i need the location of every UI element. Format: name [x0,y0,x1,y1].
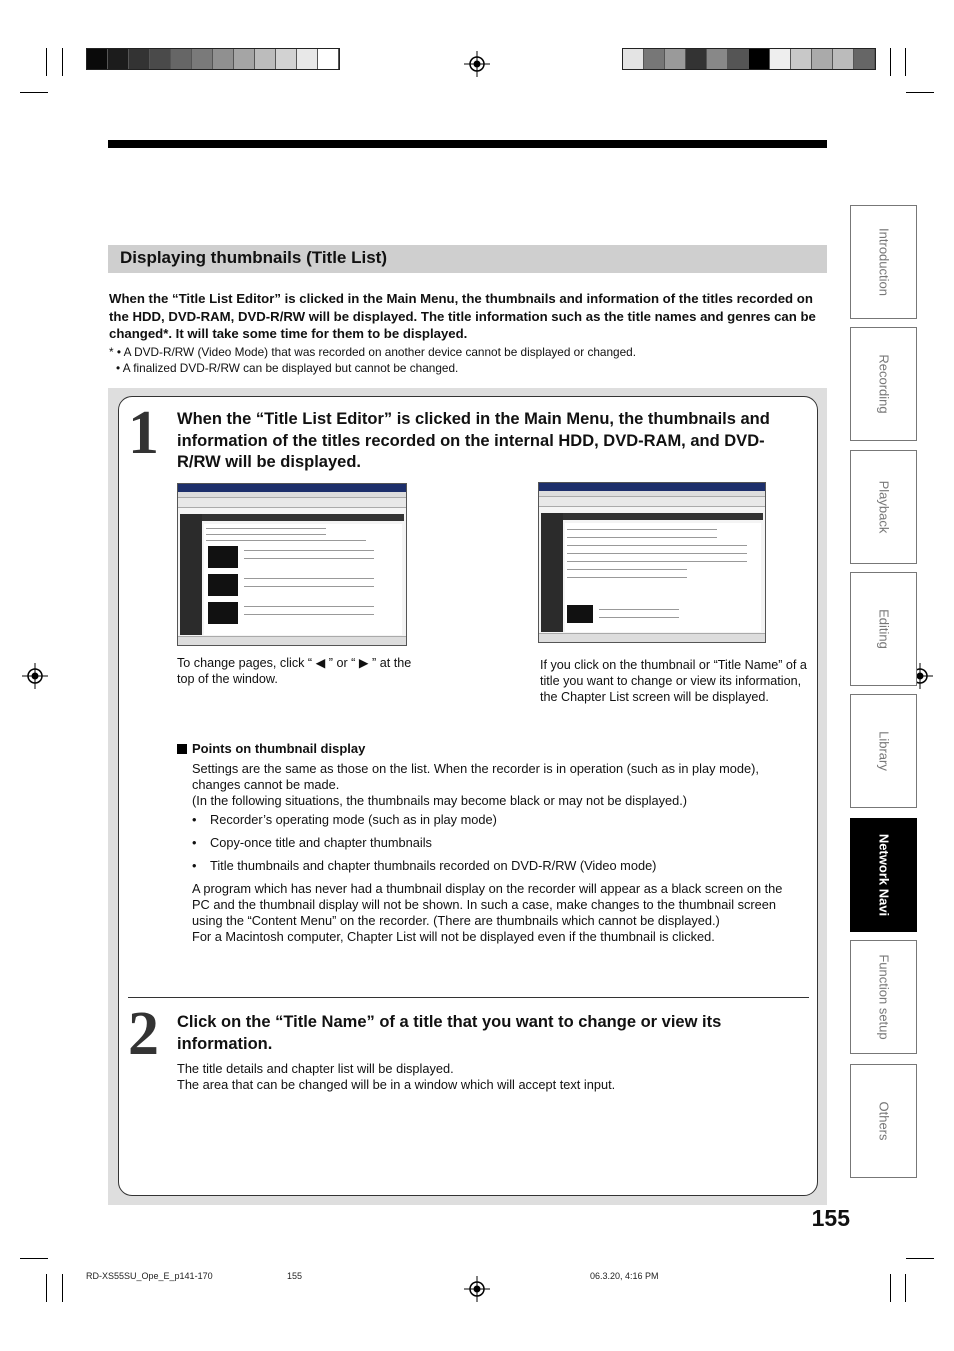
caption-change-pages: To change pages, click “ ◀ ” or “ ▶ ” at the top of the window. [177,656,412,686]
step-2-line-2: The area that can be changed will be in a window which will accept text input. [177,1077,616,1092]
crop-mark [906,1258,934,1259]
registration-mark-icon [464,51,490,77]
tab-editing[interactable]: Editing [850,572,917,686]
points-bullet: • Copy-once title and chapter thumbnails [192,835,802,851]
tab-playback[interactable]: Playback [850,450,917,564]
footer-filename: RD-XS55SU_Ope_E_p141-170 [86,1271,213,1281]
registration-mark-icon [22,663,48,689]
step-2-body [177,1061,797,1093]
title-list-screenshot [177,483,407,646]
step-2-heading: Click on the “Title Name” of a title that you want to change or view its information. [177,1013,722,1053]
registration-mark-icon [464,1276,490,1302]
crop-mark [906,92,934,93]
crop-mark [46,48,47,76]
step-2-number: 2 [128,1000,159,1068]
chapter-list-screenshot [538,482,766,643]
tab-function-setup[interactable]: Function setup [850,940,917,1054]
page-number: 155 [811,1205,850,1231]
intro-text: When the “Title List Editor” is clicked in the Main Menu, the thumbnails and information of the titles recorded on the HDD, DVD-RAM, DVD-R/RW will be displayed. The title information such as the title names and genres can be changed*. It will take some time for them to be displayed. [109,291,816,341]
intro-note-2: • A finalized DVD-R/RW can be displayed but cannot be changed. [116,360,459,375]
points-body [192,761,802,945]
crop-mark [62,48,63,76]
section-title: Displaying thumbnails (Title List) [120,248,387,267]
points-bullet: • Title thumbnails and chapter thumbnails recorded on DVD-R/RW (Video mode) [192,858,802,874]
points-title: Points on thumbnail display [192,741,366,756]
step-1-number: 1 [128,399,159,467]
points-paragraph-4: For a Macintosh computer, Chapter List will not be displayed even if the thumbnail is clicked. [192,929,715,944]
points-paragraph-3: A program which has never had a thumbnail display on the recorder will appear as a black screen on the PC and the thumbnail display will not be shown. In such a case, make changes to the thumbnail screen using the “Content Menu” on the recorder. (There are thumbnails which cannot be displayed.) [192,881,783,928]
tab-network-navi[interactable]: Network Navi [850,818,917,932]
step-divider [128,997,809,998]
crop-mark [905,48,906,76]
footer-date: 06.3.20, 4:16 PM [590,1271,659,1281]
caption-thumbnail-click: If you click on the thumbnail or “Title Name” of a title you want to change or view its information, the Chapter List screen will be displayed. [540,658,807,704]
points-title-row [177,741,365,756]
tab-introduction[interactable]: Introduction [850,205,917,319]
step-2-line-1: The title details and chapter list will be displayed. [177,1061,454,1076]
crop-mark [20,92,48,93]
points-bullet: • Recorder’s operating mode (such as in play mode) [192,812,802,828]
footer-page: 155 [287,1271,303,1281]
top-rule [108,140,827,148]
crop-mark [46,1274,47,1302]
tab-recording[interactable]: Recording [850,327,917,441]
color-calibration-bar-left [86,48,340,70]
tab-others[interactable]: Others [850,1064,917,1178]
crop-mark [890,1274,891,1302]
color-calibration-bar-right [622,48,876,70]
crop-mark [890,48,891,76]
intro-note-1: * • A DVD-R/RW (Video Mode) that was recorded on another device cannot be displayed or changed. [109,344,636,359]
crop-mark [20,1258,48,1259]
points-paragraph-1: Settings are the same as those on the list. When the recorder is in operation (such as in play mode), changes cannot be made. [192,761,759,792]
crop-mark [62,1274,63,1302]
step-1-heading: When the “Title List Editor” is clicked in the Main Menu, the thumbnails and information of the titles recorded on the internal HDD, DVD-RAM, and DVD-R/RW will be displayed. [177,410,770,471]
section-heading-bar [108,245,827,273]
points-paragraph-2: (In the following situations, the thumbnails may become black or may not be displayed.) [192,793,688,808]
tab-library[interactable]: Library [850,694,917,808]
intro-block [109,290,824,376]
crop-mark [905,1274,906,1302]
square-bullet-icon [177,744,187,754]
